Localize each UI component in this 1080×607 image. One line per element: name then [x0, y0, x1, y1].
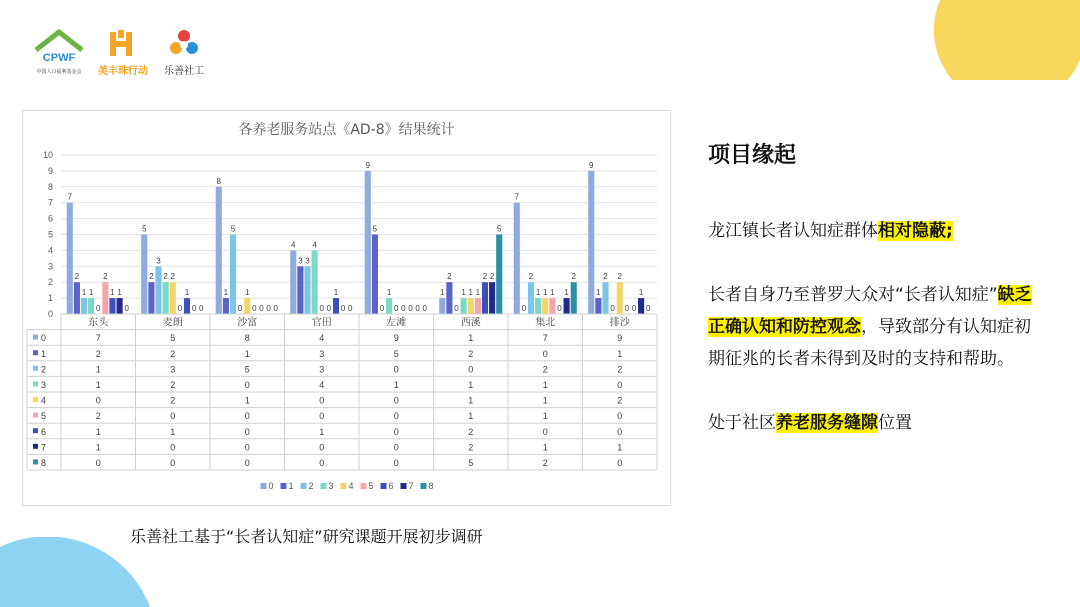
bar-data-label: 1	[564, 288, 569, 298]
bar	[74, 282, 80, 314]
bar	[549, 298, 555, 314]
bar	[244, 298, 250, 314]
bar-data-label: 7	[514, 192, 520, 202]
table-cell: 0	[319, 411, 325, 422]
bar	[595, 298, 601, 314]
table-series-label: 2	[41, 364, 47, 375]
table-legend-swatch	[33, 459, 38, 464]
table-legend-swatch	[33, 366, 38, 371]
bar-data-label: 0	[96, 304, 101, 313]
table-cell: 1	[319, 426, 325, 437]
bar	[439, 298, 445, 314]
bar	[372, 235, 378, 315]
table-cell: 0	[617, 426, 623, 437]
bar-data-label: 1	[543, 288, 548, 298]
bar-data-label: 1	[596, 288, 601, 298]
bar-data-label: 5	[230, 224, 236, 234]
bar	[141, 235, 147, 315]
bar-data-label: 0	[415, 304, 420, 313]
table-cell: 0	[170, 411, 176, 422]
bar-data-label: 2	[74, 272, 80, 282]
bar	[67, 203, 73, 314]
cpwf-logo	[30, 28, 88, 75]
table-cell: 2	[542, 458, 548, 468]
point-1-text: 龙江镇长者认知症群体	[708, 221, 878, 241]
bar-data-label: 1	[440, 288, 445, 298]
category-label: 西溪	[460, 317, 481, 329]
bar-data-label: 1	[117, 288, 122, 298]
legend-swatch	[341, 483, 347, 489]
bar-data-label: 1	[245, 288, 250, 298]
table-cell: 2	[617, 364, 623, 375]
table-cell: 1	[468, 395, 474, 406]
bar	[184, 298, 190, 314]
legend-label: 1	[288, 481, 294, 491]
table-cell: 1	[244, 348, 250, 359]
table-legend-swatch	[33, 428, 38, 433]
table-cell: 0	[617, 411, 623, 422]
bar-data-label: 3	[156, 256, 161, 266]
table-cell: 0	[542, 426, 548, 437]
table-cell: 2	[95, 411, 101, 422]
table-cell: 2	[170, 348, 176, 359]
legend-label: 7	[408, 481, 414, 491]
bar	[88, 298, 94, 314]
bar	[564, 298, 570, 314]
hands-logo-name: 美丰珠行动	[98, 66, 148, 77]
bar	[297, 266, 303, 314]
table-cell: 0	[95, 395, 101, 406]
table-cell: 1	[393, 380, 399, 390]
point-2-text: 长者自身乃至普罗大众对“长者认知症”	[708, 285, 998, 305]
bar	[528, 282, 534, 314]
bar-data-label: 2	[617, 272, 622, 282]
bar	[496, 235, 502, 315]
bar	[571, 282, 577, 314]
table-cell: 1	[95, 442, 101, 453]
bar-data-label: 2	[103, 272, 108, 282]
y-tick-label: 6	[47, 213, 53, 224]
bar	[290, 250, 296, 314]
bar-data-label: 0	[237, 304, 243, 313]
bar-data-label: 2	[482, 272, 488, 282]
y-tick-label: 10	[42, 150, 53, 160]
table-cell: 5	[393, 348, 399, 359]
table-cell: 0	[244, 426, 250, 437]
legend-swatch	[321, 483, 327, 489]
category-label: 沙富	[237, 317, 258, 329]
table-series-label: 0	[41, 333, 47, 344]
bar	[312, 250, 318, 314]
bar	[542, 298, 548, 314]
category-label: 排沙	[609, 317, 630, 329]
table-legend-swatch	[33, 397, 38, 402]
table-cell: 5	[244, 364, 250, 375]
legend-label: 6	[388, 481, 394, 491]
bar	[170, 282, 176, 314]
table-cell: 1	[617, 442, 623, 453]
table-cell: 1	[542, 380, 548, 390]
bar	[588, 171, 594, 314]
table-cell: 0	[393, 364, 399, 375]
bar-data-label: 0	[394, 304, 399, 313]
table-cell: 2	[468, 348, 474, 359]
cpwf-house-icon	[30, 28, 88, 64]
table-cell: 0	[170, 458, 176, 468]
table-cell: 1	[542, 395, 548, 406]
table-cell: 1	[617, 348, 623, 359]
bar-data-label: 1	[550, 288, 555, 298]
bar	[461, 298, 467, 314]
y-tick-label: 1	[47, 293, 53, 304]
table-cell: 3	[319, 364, 325, 375]
table-cell: 7	[542, 333, 548, 344]
table-cell: 4	[319, 380, 325, 390]
bar	[482, 282, 488, 314]
bar-data-label: 1	[223, 288, 229, 298]
table-legend-swatch	[33, 444, 38, 449]
table-cell: 2	[95, 348, 101, 359]
legend-label: 8	[428, 481, 434, 491]
bar-data-label: 1	[535, 288, 541, 298]
bar-data-label: 0	[379, 304, 385, 313]
bar-data-label: 0	[177, 304, 183, 313]
bar-data-label: 0	[273, 304, 278, 313]
bar-data-label: 2	[170, 272, 175, 282]
bar-data-label: 0	[557, 304, 562, 313]
hands-logo	[98, 28, 148, 77]
table-cell: 1	[95, 380, 101, 390]
y-tick-label: 7	[47, 197, 53, 208]
point-hidden-group	[708, 215, 1038, 247]
table-cell: 1	[468, 411, 474, 422]
table-cell: 7	[95, 333, 101, 344]
table-cell: 9	[393, 333, 399, 344]
table-cell: 5	[468, 458, 474, 468]
bar-data-label: 5	[372, 224, 378, 234]
bar-data-label: 1	[386, 288, 392, 298]
table-cell: 0	[319, 442, 325, 453]
bar	[468, 298, 474, 314]
cpwf-logo-name: CPWF	[42, 52, 76, 64]
panel-heading: 项目缘起	[708, 143, 797, 168]
category-label: 东头	[88, 317, 109, 329]
table-cell: 1	[244, 395, 250, 406]
table-cell: 2	[468, 426, 474, 437]
project-origin-panel	[708, 138, 1038, 439]
category-label: 官田	[311, 317, 332, 329]
chart-card	[22, 110, 671, 506]
y-tick-label: 9	[47, 165, 53, 176]
bar-data-label: 0	[326, 304, 332, 313]
legend-label: 4	[348, 481, 354, 491]
bar-data-label: 0	[422, 304, 427, 313]
table-series-label: 3	[41, 380, 47, 390]
bar-data-label: 4	[312, 240, 317, 250]
table-cell: 3	[170, 364, 176, 375]
bar-data-label: 1	[475, 288, 481, 298]
legend-swatch	[361, 483, 367, 489]
legend-label: 3	[328, 481, 334, 491]
bar-data-label: 8	[216, 176, 222, 186]
bar-data-label: 1	[81, 288, 87, 298]
table-cell: 0	[244, 411, 250, 422]
bar	[475, 298, 481, 314]
bar	[602, 282, 608, 314]
bar-data-label: 0	[347, 304, 353, 313]
table-cell: 0	[319, 395, 325, 406]
table-series-label: 6	[41, 426, 47, 437]
bar-data-label: 3	[305, 256, 310, 266]
table-cell: 3	[319, 348, 325, 359]
bar	[223, 298, 229, 314]
table-cell: 1	[95, 364, 101, 375]
bar-data-label: 5	[496, 224, 502, 234]
bar-data-label: 0	[340, 304, 346, 313]
table-cell: 2	[468, 442, 474, 453]
bar-data-label: 0	[521, 304, 527, 313]
y-tick-label: 0	[47, 309, 53, 319]
bar-data-label: 4	[291, 240, 296, 250]
chart-title: 各养老服务站点《AD-8》结果统计	[238, 122, 455, 138]
bar-data-label: 9	[365, 160, 371, 170]
table-cell: 9	[617, 333, 623, 344]
bar-data-label: 2	[163, 272, 168, 282]
y-tick-label: 2	[47, 277, 53, 288]
legend-label: 5	[368, 481, 374, 491]
table-cell: 0	[468, 364, 474, 375]
category-label: 左滩	[386, 317, 407, 329]
table-cell: 0	[244, 380, 250, 390]
table-cell: 1	[468, 380, 474, 390]
table-cell: 0	[244, 442, 250, 453]
bar-data-label: 1	[110, 288, 115, 298]
legend-swatch	[281, 483, 287, 489]
point-3-text: 处于社区	[708, 413, 776, 433]
bar-data-label: 0	[124, 304, 129, 313]
bar-data-label: 1	[638, 288, 644, 298]
legend-swatch	[301, 483, 307, 489]
table-cell: 0	[170, 442, 176, 453]
y-tick-label: 3	[47, 261, 53, 272]
table-cell: 0	[393, 458, 399, 468]
bar-data-label: 9	[589, 160, 594, 170]
table-cell: 1	[468, 333, 474, 344]
chart-caption: 乐善社工基于“长者认知症”研究课题开展初步调研	[130, 527, 483, 546]
bar-data-label: 2	[447, 272, 452, 282]
table-cell: 0	[393, 442, 399, 453]
point-1-highlight: 相对隐蔽;	[878, 221, 953, 241]
bar	[617, 282, 623, 314]
table-cell: 8	[244, 333, 250, 344]
bar-data-label: 0	[624, 304, 630, 313]
bar	[333, 298, 339, 314]
bar-data-label: 2	[528, 272, 534, 282]
bar	[365, 171, 371, 314]
point-service-gap	[708, 407, 1038, 439]
point-2-text-end: ，导致部分有认知症初期征兆的长者未得到及时的支持和帮助。	[708, 317, 1031, 369]
bar	[163, 282, 169, 314]
bar-data-label: 0	[631, 304, 637, 313]
leshan-logo	[156, 28, 212, 77]
table-cell: 0	[393, 395, 399, 406]
bar-data-label: 2	[603, 272, 608, 282]
table-series-label: 7	[41, 442, 47, 453]
legend-label: 0	[268, 481, 274, 491]
category-label: 集北	[535, 317, 556, 329]
bar-data-label: 0	[198, 304, 204, 313]
table-cell: 2	[617, 395, 623, 406]
bar	[155, 266, 161, 314]
point-lack-awareness	[708, 279, 1038, 375]
bar-data-label: 3	[298, 256, 303, 266]
point-3-text-end: 位置	[878, 413, 912, 433]
table-series-label: 5	[41, 411, 47, 422]
bar	[535, 298, 541, 314]
corner-blue-shape	[0, 537, 200, 607]
y-tick-label: 4	[47, 245, 53, 256]
table-cell: 1	[95, 426, 101, 437]
table-cell: 0	[393, 426, 399, 437]
corner-yellow-shape	[920, 0, 1080, 80]
legend-swatch	[401, 483, 407, 489]
bar	[117, 298, 123, 314]
table-cell: 0	[319, 458, 325, 468]
table-cell: 0	[617, 380, 623, 390]
bar-data-label: 1	[461, 288, 466, 298]
bar	[489, 282, 495, 314]
bar-data-label: 2	[489, 272, 495, 282]
cpwf-logo-sub: 中国人口福利基金会	[36, 69, 82, 75]
bar-data-label: 1	[184, 288, 190, 298]
bar-data-label: 0	[266, 304, 271, 313]
table-cell: 1	[542, 411, 548, 422]
table-cell: 4	[319, 333, 325, 344]
bar-data-label: 2	[149, 272, 154, 282]
bar-data-label: 0	[408, 304, 413, 313]
bar	[148, 282, 154, 314]
hands-logo-icon	[106, 28, 136, 58]
bar	[514, 203, 520, 314]
bar-data-label: 0	[610, 304, 615, 313]
table-cell: 1	[542, 442, 548, 453]
table-cell: 0	[393, 411, 399, 422]
table-cell: 0	[95, 458, 101, 468]
legend-swatch	[381, 483, 387, 489]
table-cell: 2	[542, 364, 548, 375]
bar	[81, 298, 87, 314]
bar-data-label: 1	[88, 288, 94, 298]
table-series-label: 4	[41, 395, 47, 406]
bar-data-label: 1	[333, 288, 339, 298]
category-label: 麦朗	[162, 317, 183, 329]
bar-data-label: 5	[142, 224, 147, 234]
bar-data-label: 1	[468, 288, 473, 298]
bar-data-label: 0	[259, 304, 264, 313]
bar-data-label: 2	[571, 272, 576, 282]
table-cell: 0	[617, 458, 623, 468]
table-cell: 0	[542, 348, 548, 359]
table-cell: 5	[170, 333, 176, 344]
bar	[216, 187, 222, 314]
table-cell: 0	[244, 458, 250, 468]
leshan-logo-icon	[168, 28, 200, 58]
table-cell: 2	[170, 380, 176, 390]
bar-data-label: 0	[319, 304, 324, 313]
bar-data-label: 0	[191, 304, 197, 313]
table-legend-swatch	[33, 335, 38, 340]
bar	[304, 266, 310, 314]
table-legend-swatch	[33, 413, 38, 418]
point-2-highlight: 缺乏正确认知和防控观念	[708, 285, 1032, 337]
point-3-highlight: 养老服务缝隙	[776, 413, 878, 433]
bar	[109, 298, 115, 314]
bar-data-label: 0	[252, 304, 257, 313]
leshan-logo-name: 乐善社工	[164, 66, 204, 77]
legend-swatch	[261, 483, 267, 489]
table-series-label: 1	[41, 348, 47, 359]
bar	[230, 235, 236, 315]
table-cell: 1	[170, 426, 176, 437]
bar	[102, 282, 108, 314]
y-tick-label: 5	[47, 229, 53, 240]
bar-chart	[23, 111, 670, 505]
bar	[446, 282, 452, 314]
bar-data-label: 0	[454, 304, 459, 313]
bar-data-label: 0	[645, 304, 651, 313]
bar	[386, 298, 392, 314]
y-tick-label: 8	[47, 181, 53, 192]
table-cell: 2	[170, 395, 176, 406]
bar	[638, 298, 644, 314]
table-series-label: 8	[41, 458, 47, 468]
table-legend-swatch	[33, 350, 38, 355]
legend-swatch	[421, 483, 427, 489]
bar-data-label: 0	[401, 304, 406, 313]
table-legend-swatch	[33, 381, 38, 386]
legend-label: 2	[308, 481, 314, 491]
bar-data-label: 7	[67, 192, 73, 202]
